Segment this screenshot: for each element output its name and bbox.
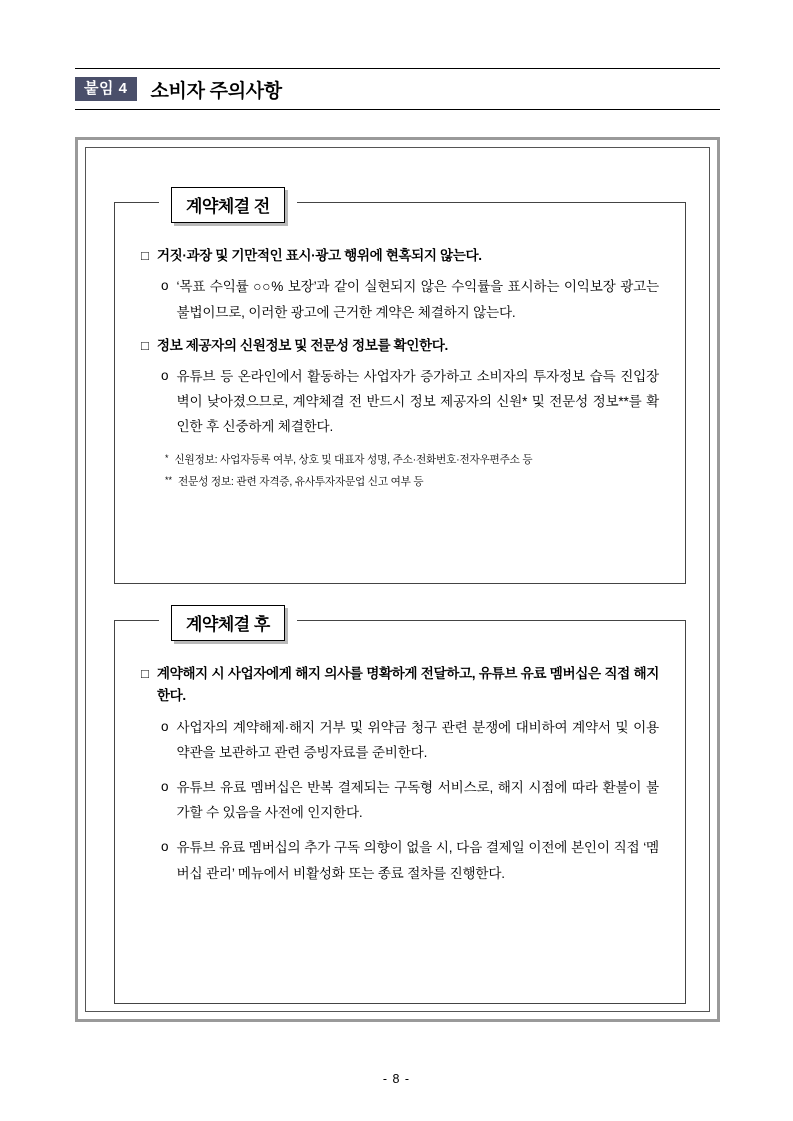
bullet-icon: o [161, 779, 169, 795]
bullet-icon: o [161, 839, 169, 855]
attachment-badge: 붙임 4 [75, 77, 137, 101]
list-item [161, 775, 659, 825]
list-item-label: ‘목표 수익률 ○○% 보장’과 같이 실현되지 않은 수익률을 표시하는 이익보장 광고는 불법이므로, 이러한 광고에 근거한 계약은 체결하지 않는다. [176, 279, 659, 320]
list-item-label: 유튜브 유료 멤버십은 반복 결제되는 구독형 서비스로, 해지 시점에 따라 환불이 불가할 수 있음을 사전에 인지한다. [176, 780, 659, 821]
list-item-label: 정보 제공자의 신원정보 및 전문성 정보를 확인한다. [156, 337, 448, 353]
checkbox-icon: □ [141, 248, 149, 263]
list-item [161, 715, 659, 765]
bullet-icon: o [161, 368, 169, 384]
list-item-label: 유튜브 유료 멤버십의 추가 구독 의향이 없을 시, 다음 결제일 이전에 본인이 직접 ‘멤버십 관리’ 메뉴에서 비활성화 또는 종료 절차를 진행한다. [176, 840, 659, 881]
list-item [161, 364, 659, 439]
footnote-label: 전문성 정보: 관련 자격증, 유사투자자문업 신고 여부 등 [178, 476, 424, 489]
list-item-label: 유튜브 등 온라인에서 활동하는 사업자가 증가하고 소비자의 투자정보 습득 진입장벽이 낮아졌으므로, 계약체결 전 반드시 정보 제공자의 신원* 및 전문성 정보**를 확인한 후 신중하게 체결한다. [176, 369, 659, 435]
section-legend-wrap [159, 187, 297, 223]
section-title-before-contract: 계약체결 전 [171, 187, 285, 223]
list-item [161, 274, 659, 324]
content-frame-inner [85, 147, 710, 1012]
checkbox-icon: □ [141, 337, 149, 353]
footnote-label: 신원정보: 사업자등록 여부, 상호 및 대표자 성명, 주소·전화번호·전자우편주소 등 [174, 453, 533, 466]
footnote [165, 472, 659, 493]
checkbox-icon: □ [141, 666, 149, 681]
list-item-label: 사업자의 계약해제·해지 거부 및 위약금 청구 관련 분쟁에 대비하여 계약서 및 이용약관을 보관하고 관련 증빙자료를 준비한다. [176, 719, 659, 760]
section-after-contract [114, 615, 686, 1004]
bullet-icon: o [161, 718, 169, 734]
list-item-label: 거짓·과장 및 기만적인 표시·광고 행위에 현혹되지 않는다. [156, 248, 482, 263]
footnote-marker: * [165, 452, 169, 463]
section-body-before-contract [115, 203, 685, 503]
list-item [141, 663, 659, 708]
page-title: 소비자 주의사항 [150, 80, 282, 102]
content-frame-outer [75, 137, 720, 1022]
section-title-after-contract: 계약체결 후 [171, 605, 285, 641]
section-body-after-contract [115, 621, 685, 906]
header-bottom-rule [75, 109, 720, 110]
list-item-label: 계약해지 시 사업자에게 해지 의사를 명확하게 전달하고, 유튜브 유료 멤버십은 직접 해지한다. [156, 666, 659, 704]
footnote-marker: ** [165, 475, 173, 486]
footnote [165, 450, 659, 471]
bullet-icon: o [161, 278, 169, 294]
document-header [75, 68, 720, 110]
page-number: - 8 - [382, 1072, 411, 1086]
list-item [141, 335, 659, 357]
list-item [141, 245, 659, 267]
section-legend-wrap [159, 605, 297, 641]
section-before-contract [114, 197, 686, 584]
list-item [161, 835, 659, 885]
